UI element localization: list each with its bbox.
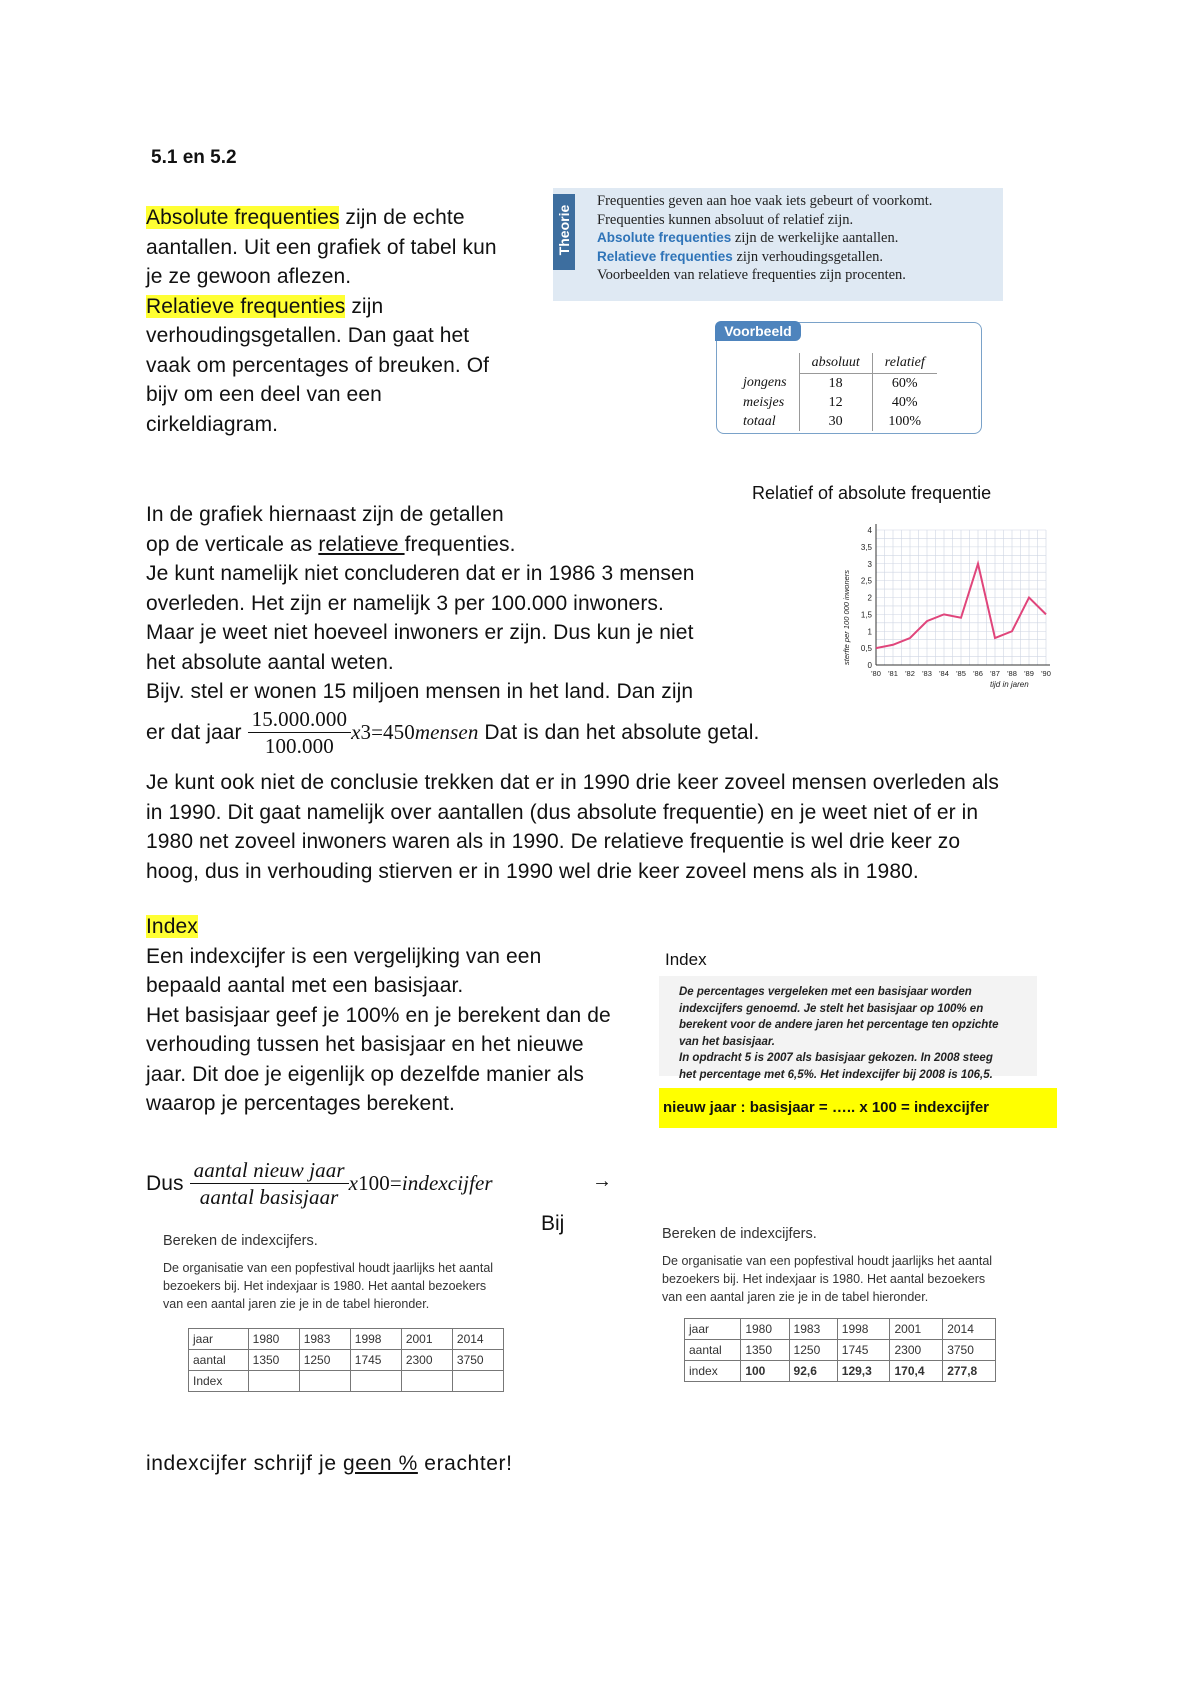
- exercise-line: De organisatie van een popfestival houdt jaarlijks het aantal: [163, 1261, 494, 1275]
- chart-y-axis-label: sterfte per 100 000 inwoners: [842, 569, 851, 665]
- intro-paragraph: [146, 203, 546, 439]
- voorbeeld-header: relatief: [872, 353, 936, 374]
- table-cell: 2300: [401, 1350, 452, 1371]
- table-cell: 277,8: [943, 1361, 996, 1382]
- paragraph-line: in 1990. Dit gaat namelijk over aantallen (dus absolute frequentie) en je weet niet of er in: [146, 800, 979, 824]
- theorie-term: Absolute frequenties: [597, 230, 732, 245]
- table-row: [685, 1340, 996, 1361]
- theorie-line: zijn verhoudingsgetallen.: [732, 248, 884, 265]
- chart-x-tick-label: '81: [888, 669, 898, 678]
- table-cell: jongens: [743, 375, 787, 391]
- underlined-text: geen %: [343, 1452, 418, 1475]
- arrow-icon: →: [592, 1170, 612, 1192]
- math-result: indexcijfer: [401, 1170, 493, 1195]
- table-cell: 1250: [789, 1340, 837, 1361]
- paragraph-line: Een indexcijfer is een vergelijking van een: [146, 944, 542, 968]
- exercise-line: bezoekers bij. Het indexjaar is 1980. Het aantal bezoekers: [662, 1272, 986, 1286]
- index-definition-box: [659, 976, 1037, 1081]
- paragraph-line: overleden. Het zijn er namelijk 3 per 100.000 inwoners.: [146, 591, 664, 615]
- fraction: [190, 1157, 349, 1210]
- theorie-text: [597, 192, 932, 285]
- table-cell: 2001: [401, 1329, 452, 1350]
- table-cell: 1998: [837, 1319, 890, 1340]
- table-cell: 60%: [872, 374, 936, 394]
- paragraph-line: 1980 net zoveel inwoners waren als in 1990. De relatieve frequentie is wel drie keer zo: [146, 830, 961, 853]
- table-cell: jaar: [685, 1319, 741, 1340]
- table-cell: aantal: [189, 1350, 249, 1371]
- voorbeeld-tab: Voorbeeld: [715, 321, 801, 341]
- footer-text: indexcijfer schrijf je: [146, 1452, 344, 1475]
- table-cell: 3750: [943, 1340, 996, 1361]
- table-cell: meisjes: [743, 394, 785, 410]
- table-cell: [401, 1371, 452, 1392]
- chart-y-tick-label: 3: [867, 559, 872, 569]
- intro-text: zijn de echte: [339, 206, 465, 229]
- definition-line: In opdracht 5 is 2007 als basisjaar gekozen. In 2008 steeg: [679, 1052, 993, 1064]
- exercise-text: [163, 1259, 493, 1313]
- table-row: [731, 374, 937, 394]
- chart-title: Relatief of absolute frequentie: [752, 483, 992, 503]
- table-row: [685, 1361, 996, 1382]
- table-cell: 1983: [789, 1319, 837, 1340]
- table-cell: 40%: [872, 393, 936, 412]
- table-cell: 1983: [299, 1329, 350, 1350]
- table-row: [731, 393, 937, 412]
- frequency-line-chart: [840, 520, 1060, 695]
- fraction: [248, 706, 352, 759]
- voorbeeld-header: absoluut: [799, 353, 872, 374]
- chart-x-tick-label: '87: [990, 669, 1000, 678]
- fraction-denominator: aantal basisjaar: [199, 1185, 339, 1209]
- intro-text: cirkeldiagram.: [146, 412, 279, 436]
- footer-text: erachter!: [417, 1452, 513, 1475]
- fraction-numerator: 15.000.000: [248, 706, 352, 733]
- paragraph-line: het absolute aantal weten.: [146, 650, 394, 674]
- table-cell: 92,6: [789, 1361, 837, 1382]
- paragraph-line: Dat is dan het absolute getal.: [478, 720, 760, 744]
- chart-y-tick-label: 2: [867, 593, 872, 603]
- theorie-line: Frequenties geven aan hoe vaak iets gebeurt of voorkomt.: [597, 193, 933, 209]
- table-cell: 2014: [452, 1329, 503, 1350]
- fraction-denominator: 100.000: [264, 734, 334, 758]
- bij-label: Bij: [541, 1212, 565, 1235]
- index-formula-bar: nieuw jaar : basisjaar = ….. x 100 = indexcijfer: [659, 1088, 1057, 1128]
- relative-frequency-explanation: [146, 500, 846, 707]
- index-formula: [146, 1157, 493, 1210]
- intro-text: je ze gewoon aflezen.: [146, 265, 352, 288]
- paragraph-line: bepaald aantal met een basisjaar.: [146, 974, 464, 997]
- chart-x-tick-label: '82: [905, 669, 915, 678]
- exercise-line: van een aantal jaren zie je in de tabel hieronder.: [163, 1297, 430, 1311]
- table-cell: 1350: [741, 1340, 789, 1361]
- table-cell: 2300: [890, 1340, 943, 1361]
- chart-y-tick-label: 0: [867, 661, 872, 670]
- dus-label: Dus: [146, 1171, 184, 1195]
- intro-text: vaak om percentages of breuken. Of: [146, 353, 490, 377]
- math-x: x: [348, 1170, 359, 1195]
- table-cell: 1250: [299, 1350, 350, 1371]
- chart-y-tick-label: 1: [867, 627, 872, 637]
- exercise-left: [163, 1233, 493, 1313]
- chart-x-tick-label: '86: [973, 669, 983, 678]
- table-cell: 1998: [350, 1329, 401, 1350]
- table-row: [189, 1329, 504, 1350]
- paragraph-line: Het basisjaar geef je 100% en je berekent dan de: [146, 1003, 611, 1027]
- intro-text: aantallen. Uit een grafiek of tabel kun: [146, 235, 497, 259]
- exercise-text: [662, 1252, 992, 1306]
- intro-text: verhoudingsgetallen. Dan gaat het: [146, 324, 470, 347]
- paragraph-line: er dat jaar: [146, 720, 248, 744]
- exercise-left-table: [188, 1328, 504, 1392]
- paragraph-line: frequenties.: [404, 532, 516, 556]
- theorie-term: Relatieve frequenties: [597, 248, 733, 264]
- math-unit: mensen: [414, 719, 479, 744]
- paragraph-line: hoog, dus in verhouding stierven er in 1990 wel drie keer zoveel mens als in 1980.: [146, 859, 919, 883]
- table-row: [731, 412, 937, 431]
- paragraph-line: waarop je percentages berekent.: [146, 1092, 455, 1115]
- theorie-tab-label: Theorie: [556, 204, 572, 256]
- definition-line: berekent voor de andere jaren het percentage ten opzichte: [679, 1019, 999, 1031]
- chart-x-axis-label: tijd in jaren: [990, 680, 1029, 689]
- calculation-line: [146, 706, 759, 759]
- footer-note: [146, 1452, 513, 1476]
- table-cell: 18: [799, 374, 872, 394]
- table-cell: 2001: [890, 1319, 943, 1340]
- chart-x-tick-label: '90: [1041, 669, 1051, 678]
- table-cell: Index: [189, 1371, 249, 1392]
- chart-y-tick-label: 1,5: [860, 610, 872, 620]
- theorie-line: Voorbeelden van relatieve frequenties zijn procenten.: [597, 267, 906, 283]
- chart-y-tick-label: 4: [867, 526, 872, 535]
- paragraph-line: Bijv. stel er wonen 15 miljoen mensen in het land. Dan zijn: [146, 680, 694, 703]
- chart-x-tick-label: '83: [922, 669, 932, 678]
- table-cell: aantal: [685, 1340, 741, 1361]
- exercise-question: Bereken de indexcijfers.: [662, 1226, 817, 1242]
- theorie-line: zijn de werkelijke aantallen.: [731, 230, 899, 246]
- table-cell: 100%: [872, 412, 936, 431]
- exercise-line: De organisatie van een popfestival houdt jaarlijks het aantal: [662, 1254, 993, 1268]
- index-box-label: Index: [665, 950, 707, 969]
- definition-line: het percentage met 6,5%. Het indexcijfer bij 2008 is 106,5.: [679, 1068, 993, 1081]
- relatieve-frequenties-term: Relatieve frequenties: [146, 294, 346, 318]
- chart-x-tick-label: '84: [939, 669, 949, 678]
- table-cell: 1745: [837, 1340, 890, 1361]
- table-cell: [452, 1371, 503, 1392]
- table-cell: [350, 1371, 401, 1392]
- absolute-frequenties-term: Absolute frequenties: [146, 206, 340, 229]
- definition-line: van het basisjaar.: [679, 1035, 775, 1048]
- paragraph-line: In de grafiek hiernaast zijn de getallen: [146, 503, 504, 526]
- definition-line: De percentages vergeleken met een basisjaar worden: [679, 986, 972, 998]
- math-x: x: [351, 719, 361, 744]
- chart-x-tick-label: '89: [1024, 669, 1034, 678]
- index-definition-text: [679, 984, 1029, 1083]
- table-cell: jaar: [189, 1329, 249, 1350]
- table-cell: 170,4: [890, 1361, 943, 1382]
- paragraph-line: Je kunt ook niet de conclusie trekken dat er in 1990 drie keer zoveel mensen overleden als: [146, 771, 999, 794]
- exercise-line: van een aantal jaren zie je in de tabel hieronder.: [662, 1290, 929, 1304]
- definition-line: indexcijfers genoemd. Je stelt het basisjaar op 100% en: [679, 1002, 984, 1015]
- exercise-line: bezoekers bij. Het indexjaar is 1980. Het aantal bezoekers: [163, 1279, 487, 1293]
- table-cell: 1350: [248, 1350, 299, 1371]
- paragraph-line: op de verticale as: [146, 532, 319, 556]
- chart-x-tick-label: '80: [871, 669, 881, 678]
- paragraph-line: Je kunt namelijk niet concluderen dat er in 1986 3 mensen: [146, 562, 695, 585]
- conclusion-paragraph: [146, 768, 1106, 886]
- section-title: 5.1 en 5.2: [151, 147, 237, 168]
- table-row: [685, 1319, 996, 1340]
- math-expression: 3=450: [360, 719, 415, 744]
- intro-text: zijn: [345, 294, 384, 318]
- table-cell: index: [685, 1361, 741, 1382]
- table-row: [189, 1350, 504, 1371]
- table-cell: 1745: [350, 1350, 401, 1371]
- theorie-tab: [553, 194, 575, 270]
- chart-x-tick-label: '88: [1007, 669, 1017, 678]
- table-cell: [299, 1371, 350, 1392]
- table-cell: 3750: [452, 1350, 503, 1371]
- paragraph-line: Maar je weet niet hoeveel inwoners er zijn. Dus kun je niet: [146, 621, 694, 644]
- table-cell: [248, 1371, 299, 1392]
- voorbeeld-table: [731, 353, 937, 431]
- intro-text: bijv om een deel van een: [146, 383, 382, 406]
- table-cell: 1980: [248, 1329, 299, 1350]
- index-explanation: [146, 912, 666, 1119]
- math-expression: 100=: [358, 1170, 402, 1195]
- exercise-right-table: [684, 1318, 996, 1382]
- voorbeeld-box: [716, 322, 982, 434]
- table-cell: 2014: [943, 1319, 996, 1340]
- index-heading: Index: [146, 915, 198, 938]
- table-cell: 129,3: [837, 1361, 890, 1382]
- table-cell: 1980: [741, 1319, 789, 1340]
- paragraph-line: verhouding tussen het basisjaar en het nieuwe: [146, 1033, 584, 1056]
- paragraph-line: jaar. Dit doe je eigenlijk op dezelfde manier als: [146, 1062, 584, 1086]
- fraction-numerator: aantal nieuw jaar: [190, 1157, 349, 1184]
- chart-y-tick-label: 2,5: [860, 576, 872, 586]
- exercise-right: [662, 1226, 992, 1306]
- underlined-text: relatieve: [318, 532, 405, 556]
- theorie-box: [553, 188, 1003, 301]
- exercise-question: Bereken de indexcijfers.: [163, 1233, 318, 1249]
- table-cell: totaal: [743, 413, 776, 429]
- chart-x-tick-label: '85: [956, 669, 966, 678]
- table-cell: 12: [799, 393, 872, 412]
- table-row: [189, 1371, 504, 1392]
- table-cell: 30: [799, 412, 872, 431]
- chart-y-tick-label: 3,5: [860, 542, 872, 552]
- theorie-line: Frequenties kunnen absoluut of relatief zijn.: [597, 211, 854, 228]
- chart-y-tick-label: 0,5: [860, 644, 872, 654]
- table-cell: 100: [741, 1361, 789, 1382]
